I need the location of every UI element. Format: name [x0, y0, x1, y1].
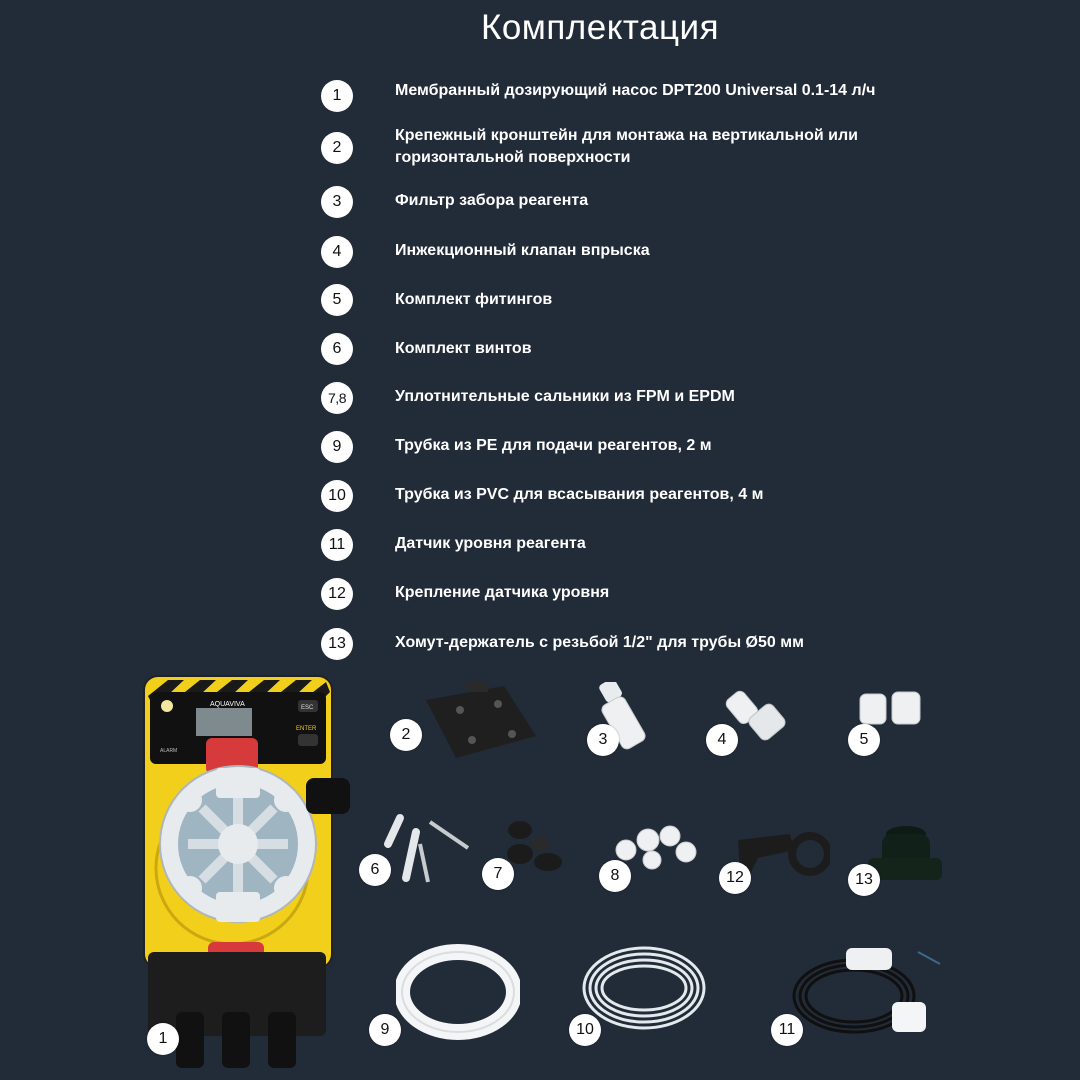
item-text: Крепление датчика уровня: [395, 584, 610, 601]
page-title: Комплектация: [480, 8, 720, 47]
photo-label-badge: 1: [147, 1023, 179, 1055]
pump-brand: AQUAVIVA: [210, 701, 245, 708]
item-text: Датчик уровня реагента: [395, 535, 586, 552]
item-text: Уплотнительные сальники из FPM и EPDM: [395, 388, 735, 405]
dosing-pump-image: [140, 672, 356, 1072]
item-text: Хомут-держатель с резьбой 1/2" для трубы Ø50 мм: [395, 634, 804, 651]
photo-label-badge: 11: [771, 1014, 803, 1046]
item-number-badge: 5: [321, 284, 353, 316]
photo-label-badge: 3: [587, 724, 619, 756]
item-text: Комплект фитингов: [395, 291, 553, 308]
pump-alarm-label: ALARM: [160, 748, 178, 754]
item-number-badge: 4: [321, 236, 353, 268]
item-number-badge: 3: [321, 186, 353, 218]
photo-label-badge: 10: [569, 1014, 601, 1046]
photo-label-badge: 9: [369, 1014, 401, 1046]
photo-label-badge: 8: [599, 860, 631, 892]
item-text: Фильтр забора реагента: [395, 192, 589, 209]
item-number-badge: 13: [321, 628, 353, 660]
pump-esc-label: ESC: [301, 705, 314, 711]
photo-label-badge: 4: [706, 724, 738, 756]
item-text: Крепежный кронштейн для монтажа на вертикальной или горизонтальной поверхности: [395, 127, 858, 166]
item-number-badge: 12: [321, 578, 353, 610]
item-number-badge: 2: [321, 132, 353, 164]
item-number-badge: 6: [321, 333, 353, 365]
item-number-badge: 7,8: [321, 382, 353, 414]
item-number-badge: 1: [321, 80, 353, 112]
item-text: Мембранный дозирующий насос DPT200 Universal 0.1-14 л/ч: [395, 82, 876, 99]
photo-label-badge: 6: [359, 854, 391, 886]
item-number-badge: 11: [321, 529, 353, 561]
item-text: Трубка из PE для подачи реагентов, 2 м: [395, 437, 712, 454]
photo-label-badge: 12: [719, 862, 751, 894]
pump-enter-label: ENTER: [296, 726, 317, 732]
pe-tube-image: [396, 944, 520, 1040]
item-text: Трубка из PVC для всасывания реагентов, 4 м: [395, 486, 764, 503]
item-text: Комплект винтов: [395, 340, 532, 357]
mounting-bracket-image: [416, 680, 540, 764]
photo-label-badge: 2: [390, 719, 422, 751]
photo-label-badge: 13: [848, 864, 880, 896]
level-sensor-image: [788, 944, 944, 1040]
photo-label-badge: 5: [848, 724, 880, 756]
photo-label-badge: 7: [482, 858, 514, 890]
item-number-badge: 9: [321, 431, 353, 463]
item-number-badge: 10: [321, 480, 353, 512]
item-text: Инжекционный клапан впрыска: [395, 242, 650, 259]
screws-kit-image: [380, 808, 472, 888]
